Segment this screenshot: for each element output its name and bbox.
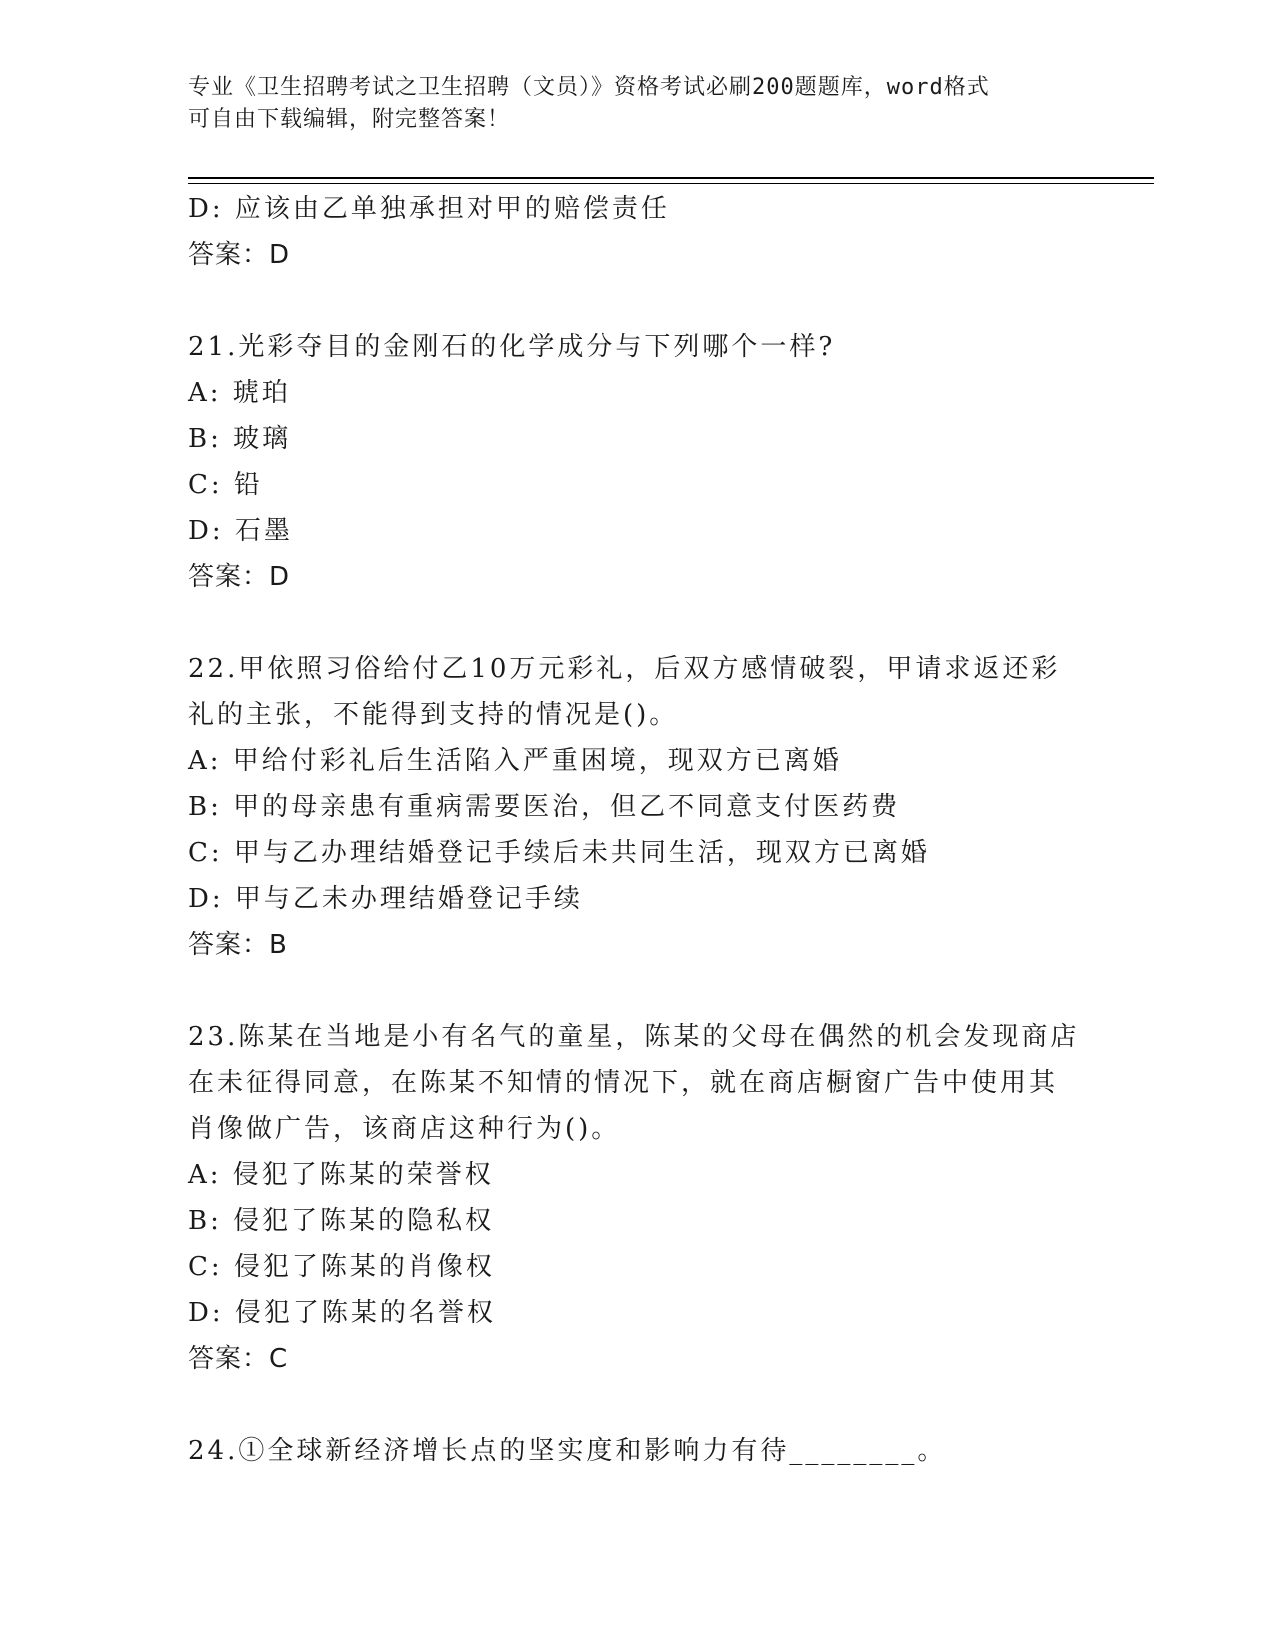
question-stem-line-1: 23.陈某在当地是小有名气的童星，陈某的父母在偶然的机会发现商店 [188, 1022, 1080, 1052]
header-title-line-1: 专业《卫生招聘考试之卫生招聘（文员）》资格考试必刷200题题库，word格式 [188, 75, 990, 100]
header-divider-thin [188, 183, 1154, 184]
question-22 [188, 646, 1088, 968]
prev-answer: 答案：D [188, 240, 291, 270]
option-a: A: 甲给付彩礼后生活陷入严重困境，现双方已离婚 [188, 746, 842, 776]
option-d: D: 甲与乙未办理结婚登记手续 [188, 884, 583, 914]
spacer [188, 1382, 1088, 1428]
option-c: C: 侵犯了陈某的肖像权 [188, 1252, 495, 1282]
option-b: B: 玻璃 [188, 424, 292, 454]
question-24 [188, 1428, 1088, 1474]
spacer [188, 600, 1088, 646]
option-b: B: 侵犯了陈某的隐私权 [188, 1206, 495, 1236]
header-divider-thick [188, 177, 1154, 179]
answer: 答案：D [188, 562, 291, 592]
option-a: A: 琥珀 [188, 378, 291, 408]
option-c: C: 铅 [188, 470, 263, 500]
option-d: D: 石墨 [188, 516, 293, 546]
header-title-line-2: 可自由下载编辑，附完整答案！ [188, 107, 511, 132]
spacer [188, 968, 1088, 1014]
option-a: A: 侵犯了陈某的荣誉权 [188, 1160, 494, 1190]
option-b: B: 甲的母亲患有重病需要医治，但乙不同意支付医药费 [188, 792, 901, 822]
option-d: D: 侵犯了陈某的名誉权 [188, 1298, 496, 1328]
question-list [188, 186, 1088, 1474]
answer: 答案：B [188, 930, 288, 960]
question-stem-line-2: 在未征得同意，在陈某不知情的情况下，就在商店橱窗广告中使用其 [188, 1068, 1059, 1098]
question-23 [188, 1014, 1088, 1382]
question-stem-line-1: 22.甲依照习俗给付乙10万元彩礼，后双方感情破裂，甲请求返还彩 [188, 654, 1061, 684]
question-stem: 21.光彩夺目的金刚石的化学成分与下列哪个一样? [188, 332, 836, 362]
question-stem: 24.①全球新经济增长点的坚实度和影响力有待________。 [188, 1436, 947, 1466]
document-header [188, 72, 1068, 136]
prev-option-d: D: 应该由乙单独承担对甲的赔偿责任 [188, 194, 670, 224]
option-c: C: 甲与乙办理结婚登记手续后未共同生活，现双方已离婚 [188, 838, 930, 868]
question-stem-line-3: 肖像做广告，该商店这种行为()。 [188, 1114, 621, 1144]
answer: 答案：C [188, 1344, 289, 1374]
question-21 [188, 324, 1088, 600]
question-stem-line-2: 礼的主张，不能得到支持的情况是()。 [188, 700, 679, 730]
spacer [188, 278, 1088, 324]
